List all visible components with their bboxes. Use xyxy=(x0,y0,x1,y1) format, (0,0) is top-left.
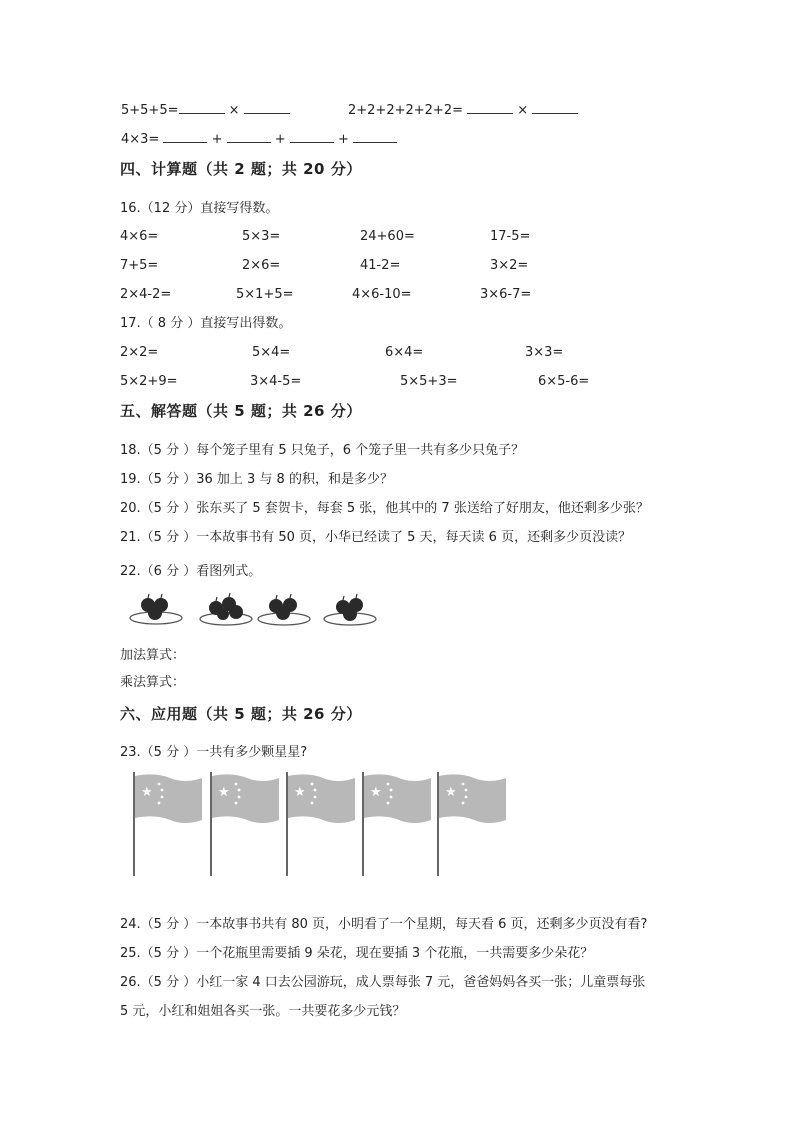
question-16-label: 16.（12 分）直接写得数。 xyxy=(120,201,279,216)
section-6-heading: 六、应用题（共 5 题；共 26 分） xyxy=(120,705,362,723)
q17-cell: 6×5-6= xyxy=(538,374,590,389)
times-sign: × xyxy=(228,103,240,118)
question-26-line-1: 26.（5 分 ）小红一家 4 口去公园游玩，成人票每张 7 元，爸爸妈妈各买一张；儿童票每张 xyxy=(120,975,646,990)
q16-cell: 5×3= xyxy=(242,229,281,244)
q17-cell: 5×2+9= xyxy=(120,374,178,389)
flags-figure xyxy=(130,770,515,880)
flag-icon xyxy=(287,772,355,876)
addition-label: 加法算式： xyxy=(120,648,186,663)
answer-blank[interactable] xyxy=(467,101,513,114)
q16-cell: 17-5= xyxy=(490,229,531,244)
q16-cell: 3×6-7= xyxy=(480,287,532,302)
question-25: 25.（5 分 ）一个花瓶里需要插 9 朵花，现在要插 3 个花瓶，一共需要多少朵花？ xyxy=(120,946,594,961)
q16-cell: 24+60= xyxy=(360,229,415,244)
plus-sign: + xyxy=(337,132,349,147)
answer-blank[interactable] xyxy=(532,101,578,114)
answer-blank[interactable] xyxy=(179,101,225,114)
answer-blank[interactable] xyxy=(353,130,397,143)
svg-text:★: ★ xyxy=(218,785,230,800)
question-17-label: 17.（ 8 分 ）直接写出得数。 xyxy=(120,316,292,331)
q16-cell: 4×6-10= xyxy=(352,287,412,302)
section-4-heading: 四、计算题（共 2 题；共 20 分） xyxy=(120,160,362,178)
question-26-line-2: 5 元，小红和姐姐各买一张。一共要花多少元钱？ xyxy=(120,1004,406,1019)
apple-plates-figure xyxy=(128,588,398,630)
answer-blank[interactable] xyxy=(163,130,207,143)
question-21: 21.（5 分 ）一本故事书有 50 页，小华已经读了 5 天，每天读 6 页，还剩多少页没读？ xyxy=(120,530,632,545)
q17-cell: 6×4= xyxy=(385,345,424,360)
plus-sign: + xyxy=(274,132,286,147)
q16-cell: 7+5= xyxy=(120,258,159,273)
question-20: 20.（5 分 ）张东买了 5 套贺卡，每套 5 张，他其中的 7 张送给了好朋友，他还剩多少张？ xyxy=(120,501,649,516)
svg-text:★: ★ xyxy=(370,785,382,800)
plate-with-apples xyxy=(130,594,182,624)
flag-icon xyxy=(363,772,431,876)
answer-blank[interactable] xyxy=(244,101,290,114)
q17-cell: 5×4= xyxy=(252,345,291,360)
expression-text: 5+5+5= xyxy=(121,103,179,118)
question-24: 24.（5 分 ）一本故事书共有 80 页，小明看了一个星期，每天看 6 页，还剩多少页没有看? xyxy=(120,917,648,932)
expression-text: 2+2+2+2+2+2= xyxy=(348,103,463,118)
q17-cell: 2×2= xyxy=(120,345,159,360)
section-5-heading: 五、解答题（共 5 题；共 26 分） xyxy=(120,402,362,420)
fill-row-2 xyxy=(121,130,397,149)
q16-cell: 3×2= xyxy=(490,258,529,273)
plate-with-apples xyxy=(258,594,310,625)
svg-text:★: ★ xyxy=(294,785,306,800)
question-22: 22.（6 分 ）看图列式。 xyxy=(120,564,262,579)
question-19: 19.（5 分 ）36 加上 3 与 8 的积，和是多少？ xyxy=(120,472,393,487)
svg-text:★: ★ xyxy=(141,785,153,800)
q17-cell: 3×4-5= xyxy=(250,374,302,389)
q16-cell: 4×6= xyxy=(120,229,159,244)
question-18: 18.（5 分 ）每个笼子里有 5 只兔子，6 个笼子里一共有多少只兔子？ xyxy=(120,443,525,458)
answer-blank[interactable] xyxy=(290,130,334,143)
flag-icon xyxy=(211,772,279,876)
answer-blank[interactable] xyxy=(227,130,271,143)
expression-text: 4×3= xyxy=(121,132,160,147)
q17-cell: 3×3= xyxy=(525,345,564,360)
q16-cell: 2×6= xyxy=(242,258,281,273)
q17-cell: 5×5+3= xyxy=(400,374,458,389)
q16-cell: 41-2= xyxy=(360,258,401,273)
flag-icon xyxy=(438,772,506,876)
q16-cell: 5×1+5= xyxy=(236,287,294,302)
fill-row-1-left xyxy=(121,101,290,120)
multiplication-label: 乘法算式： xyxy=(120,675,186,690)
plate-with-apples xyxy=(324,594,376,625)
flag-icon xyxy=(134,772,202,876)
q16-cell: 2×4-2= xyxy=(120,287,172,302)
times-sign: × xyxy=(517,103,529,118)
svg-text:★: ★ xyxy=(445,785,457,800)
plate-with-apples xyxy=(200,593,252,625)
fill-row-1-right xyxy=(348,101,578,120)
plus-sign: + xyxy=(211,132,223,147)
question-23: 23.（5 分 ）一共有多少颗星星? xyxy=(120,745,308,760)
